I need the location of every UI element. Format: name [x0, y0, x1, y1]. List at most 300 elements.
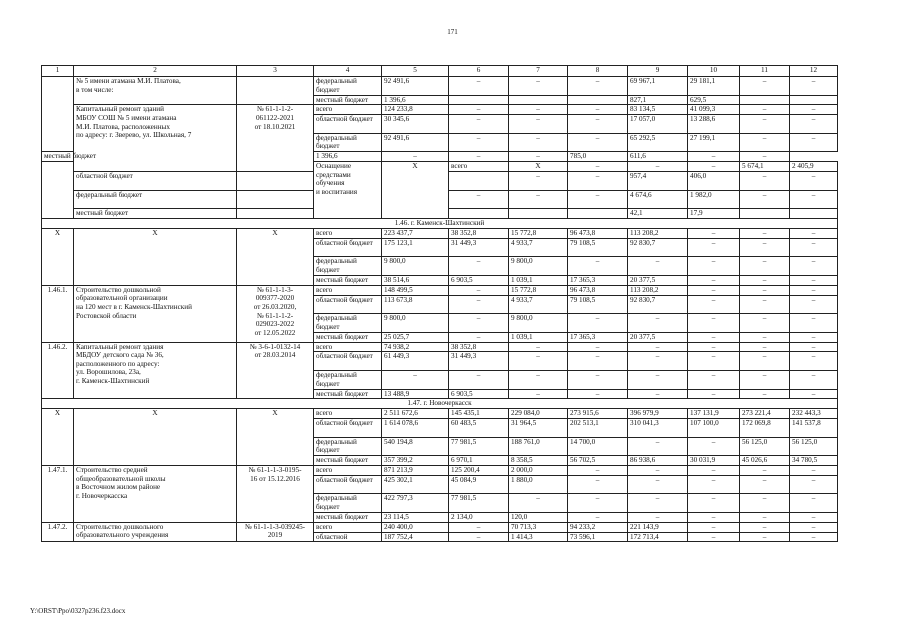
table-cell: –	[688, 162, 740, 172]
table-cell: федеральный бюджет	[314, 314, 382, 333]
table-cell: 107 100,0	[688, 419, 740, 438]
table-cell: 10	[688, 66, 740, 77]
table-cell: –	[688, 314, 740, 333]
table-cell: 65 292,5	[628, 133, 688, 152]
table-cell: –	[790, 295, 838, 314]
table-cell: 611,6	[628, 152, 688, 162]
table-cell: местный бюджет	[314, 456, 382, 466]
table-cell: –	[449, 370, 509, 389]
table-cell: 1 039,1	[509, 275, 568, 285]
table-cell: –	[790, 494, 838, 513]
table-cell: местный бюджет	[74, 209, 237, 219]
table-cell: –	[628, 389, 688, 399]
table-cell: 113 208,2	[628, 228, 688, 238]
table-cell: 96 473,8	[568, 228, 628, 238]
table-cell: –	[740, 513, 790, 523]
table-cell: 1	[42, 66, 74, 77]
table-cell: –	[740, 370, 790, 389]
table-cell: 56 125,0	[790, 437, 838, 456]
table-cell	[237, 171, 314, 190]
table-cell: 29 181,1	[688, 77, 740, 96]
table-cell: –	[568, 257, 628, 276]
table-cell: –	[688, 522, 740, 532]
table-cell: –	[688, 285, 740, 295]
table-cell: 17 365,3	[568, 332, 628, 342]
table-cell	[42, 77, 74, 152]
table-cell: 45 084,9	[449, 475, 509, 494]
table-cell: 310 041,3	[628, 419, 688, 438]
table-cell: 12	[790, 66, 838, 77]
table-cell: –	[740, 314, 790, 333]
table-cell: –	[790, 332, 838, 342]
table-cell: 113 208,2	[628, 285, 688, 295]
table-cell: –	[449, 285, 509, 295]
table-cell: 172 713,4	[628, 532, 688, 542]
table-cell: 1.46.2.	[42, 342, 74, 399]
table-cell: –	[740, 332, 790, 342]
table-cell	[568, 95, 628, 105]
table-cell: 20 377,5	[628, 332, 688, 342]
table-cell: –	[790, 352, 838, 371]
table-cell: 23 114,5	[382, 513, 449, 523]
table-cell: –	[790, 257, 838, 276]
table-cell: –	[790, 238, 838, 257]
table-cell: Х	[237, 228, 314, 285]
table-cell: –	[568, 171, 628, 190]
table-cell: –	[628, 437, 688, 456]
table-cell: областной бюджет	[314, 352, 382, 371]
table-cell: 406,0	[688, 171, 740, 190]
table-cell: –	[688, 352, 740, 371]
table-cell: –	[382, 152, 449, 162]
table-cell: –	[509, 105, 568, 115]
table-cell: 13 488,9	[382, 389, 449, 399]
table-cell: 70 713,3	[509, 522, 568, 532]
table-cell: Капитальный ремонт зданий МБОУ СОШ № 5 имени атамана М.И. Платова, расположенных по адресу: г. Зверево, ул. Школьная, 7	[74, 105, 237, 172]
table-cell: –	[688, 295, 740, 314]
table-cell: –	[740, 532, 790, 542]
table-cell: –	[740, 342, 790, 352]
table-cell: Строительство дошкольного образовательного учреждения	[74, 522, 237, 542]
table-cell: № 61-1-1-3-0195- 16 от 15.12.2016	[237, 466, 314, 523]
table-cell: –	[568, 389, 628, 399]
table-cell: 41 099,3	[688, 105, 740, 115]
table-cell: –	[449, 295, 509, 314]
table-cell: 77 981,5	[449, 437, 509, 456]
table-cell: всего	[314, 466, 382, 476]
table-cell: –	[449, 522, 509, 532]
table-cell: 31 964,5	[509, 419, 568, 438]
table-cell: –	[449, 332, 509, 342]
table-cell: –	[509, 370, 568, 389]
table-cell: 79 108,5	[568, 238, 628, 257]
table-cell: всего	[314, 342, 382, 352]
table-cell: –	[568, 513, 628, 523]
table-cell: 540 194,8	[382, 437, 449, 456]
table-cell: всего	[314, 228, 382, 238]
table-cell: 7	[509, 66, 568, 77]
table-cell	[790, 95, 838, 105]
table-cell	[449, 171, 509, 190]
table-cell: –	[740, 466, 790, 476]
table-cell: Капитальный ремонт здания МБДОУ детского сада № 36, расположенного по адресу: ул. Ворошилова, 23а, г. Каменск-Шахтинский	[74, 342, 237, 399]
table-cell: –	[509, 152, 568, 162]
table-cell: 56 125,0	[740, 437, 790, 456]
table-cell: –	[509, 494, 568, 513]
table-cell	[237, 77, 314, 105]
table-cell: 4 674,6	[628, 190, 688, 209]
table-cell: 17 365,3	[568, 275, 628, 285]
table-cell: 1.47. г. Новочеркасск	[42, 399, 838, 409]
table-cell: 74 938,2	[382, 342, 449, 352]
table-cell: всего	[314, 522, 382, 532]
table-cell: –	[509, 77, 568, 96]
table-cell: 17,9	[688, 209, 740, 219]
table-cell: 9 800,0	[382, 314, 449, 333]
table-cell: –	[740, 295, 790, 314]
table-cell: 229 084,0	[509, 409, 568, 419]
table-header-row	[42, 66, 838, 77]
table-cell: 273 221,4	[740, 409, 790, 419]
table-cell: местный бюджет	[314, 389, 382, 399]
table-cell: 4	[314, 66, 382, 77]
table-cell: –	[688, 257, 740, 276]
table-cell: 8	[568, 66, 628, 77]
table-cell: 1.46.1.	[42, 285, 74, 342]
table-cell: 1 396,6	[314, 152, 382, 162]
table-cell: 73 596,1	[568, 532, 628, 542]
table-cell: 61 449,3	[382, 352, 449, 371]
table-cell: –	[449, 133, 509, 152]
table-cell: –	[449, 190, 509, 209]
table-cell: –	[790, 133, 838, 152]
page-number: 171	[447, 28, 458, 36]
table-cell: 92 491,6	[382, 77, 449, 96]
table-cell: –	[740, 352, 790, 371]
table-cell: –	[568, 162, 628, 172]
table-cell: 92 830,7	[628, 295, 688, 314]
table-cell: –	[688, 475, 740, 494]
table-cell: –	[740, 133, 790, 152]
table-cell	[740, 95, 790, 105]
table-cell: 83 134,5	[628, 105, 688, 115]
table-cell: –	[628, 342, 688, 352]
table-cell: 148 499,5	[382, 285, 449, 295]
table-cell: 145 435,1	[449, 409, 509, 419]
table-cell: –	[688, 152, 740, 162]
table-cell: –	[740, 171, 790, 190]
table-cell: областной бюджет	[74, 171, 237, 190]
table-cell: –	[628, 314, 688, 333]
table-row	[42, 77, 838, 96]
table-cell: –	[688, 513, 740, 523]
table-cell: –	[740, 285, 790, 295]
table-cell: 9 800,0	[509, 314, 568, 333]
table-cell: 2 405,9	[790, 162, 838, 172]
table-cell: –	[509, 115, 568, 134]
table-cell: –	[688, 275, 740, 285]
table-cell: –	[509, 171, 568, 190]
table-cell: –	[790, 314, 838, 333]
table-cell: –	[449, 532, 509, 542]
table-cell: местный бюджет	[314, 95, 382, 105]
table-cell: всего	[449, 162, 509, 172]
file-path-footer: Y:\ORST\Ppo\0327p236.f23.docx	[30, 607, 126, 615]
table-cell: –	[790, 475, 838, 494]
table-cell: Х	[42, 409, 74, 466]
table-cell: 20 377,5	[628, 275, 688, 285]
table-cell: –	[688, 389, 740, 399]
table-cell: 221 143,9	[628, 522, 688, 532]
table-cell: –	[568, 190, 628, 209]
table-cell: Х	[74, 228, 237, 285]
table-cell: 17 057,0	[628, 115, 688, 134]
table-cell: местный бюджет	[314, 275, 382, 285]
table-cell: областной бюджет	[314, 238, 382, 257]
table-cell: –	[568, 133, 628, 152]
table-cell: 6 903,5	[449, 275, 509, 285]
table-cell: –	[740, 257, 790, 276]
table-cell: № 5 имени атамана М.И. Платова, в том числе:	[74, 77, 237, 105]
table-cell: –	[740, 105, 790, 115]
table-cell: федеральный бюджет	[314, 437, 382, 456]
table-cell: –	[568, 342, 628, 352]
table-cell: –	[790, 522, 838, 532]
table-cell: 31 449,3	[449, 352, 509, 371]
table-cell: областной бюджет	[314, 475, 382, 494]
table-cell: 30 031,9	[688, 456, 740, 466]
table-cell: –	[509, 190, 568, 209]
table-row	[42, 342, 838, 352]
table-cell: № 61-1-1-3- 009377-2020 от 26.03.2020, № 61-1-1-2- 029023-2022 от 12.05.2022	[237, 285, 314, 342]
table-cell: 232 443,3	[790, 409, 838, 419]
table-cell: 92 491,6	[382, 133, 449, 152]
table-cell: 86 938,6	[628, 456, 688, 466]
table-cell: –	[568, 314, 628, 333]
table-cell: –	[790, 275, 838, 285]
table-cell: 175 123,1	[382, 238, 449, 257]
table-cell: 273 915,6	[568, 409, 628, 419]
section-heading-row	[42, 218, 838, 228]
table-cell: 2 511 672,6	[382, 409, 449, 419]
table-cell: местный бюджет	[314, 513, 382, 523]
table-cell: 79 108,5	[568, 295, 628, 314]
table-cell: –	[449, 115, 509, 134]
table-cell: –	[568, 494, 628, 513]
table-cell: федеральный бюджет	[314, 370, 382, 389]
table-row	[42, 466, 838, 476]
table-cell: –	[688, 494, 740, 513]
table-cell: 141 537,8	[790, 419, 838, 438]
table-cell: 96 473,8	[568, 285, 628, 295]
table-cell	[740, 209, 790, 219]
table-cell: Х	[237, 409, 314, 466]
table-cell: –	[688, 532, 740, 542]
table-cell: 92 830,7	[628, 238, 688, 257]
table-cell: 94 233,2	[568, 522, 628, 532]
table-cell: Х	[74, 409, 237, 466]
table-row	[42, 105, 838, 115]
table-cell: Строительство средней общеобразовательной школы в Восточном жилом районе г. Новочеркасска	[74, 466, 237, 523]
table-cell: –	[740, 77, 790, 96]
table-cell: 38 352,8	[449, 342, 509, 352]
table-cell: –	[790, 370, 838, 389]
table-cell: 188 761,0	[509, 437, 568, 456]
table-cell: 13 288,6	[688, 115, 740, 134]
table-cell: 357 399,2	[382, 456, 449, 466]
table-row	[42, 228, 838, 238]
table-cell: –	[790, 105, 838, 115]
table-cell: 396 979,9	[628, 409, 688, 419]
table-cell	[449, 95, 509, 105]
table-cell	[449, 209, 509, 219]
table-cell: 202 513,1	[568, 419, 628, 438]
table-cell: 15 772,8	[509, 285, 568, 295]
table-cell: 34 780,5	[790, 456, 838, 466]
table-cell: –	[740, 475, 790, 494]
table-cell: Х	[42, 228, 74, 285]
table-cell: 827,1	[628, 95, 688, 105]
table-cell: Оснащение средствами обучения и воспитания	[314, 162, 382, 219]
table-cell: –	[509, 342, 568, 352]
table-cell: 30 345,6	[382, 115, 449, 134]
table-cell	[237, 190, 314, 209]
table-cell: –	[790, 532, 838, 542]
table-cell: –	[568, 466, 628, 476]
table-cell: –	[568, 475, 628, 494]
table-cell: –	[790, 513, 838, 523]
table-cell: –	[628, 494, 688, 513]
table-cell: федеральный бюджет	[314, 494, 382, 513]
table-cell: 4 933,7	[509, 295, 568, 314]
table-cell: –	[568, 77, 628, 96]
table-cell	[509, 95, 568, 105]
table-cell: 5	[382, 66, 449, 77]
table-cell: федеральный бюджет	[74, 190, 237, 209]
table-cell: 1.46. г. Каменск-Шахтинский	[42, 218, 838, 228]
table-cell: Строительство дошкольной образовательной организации на 120 мест в г. Каменск-Шахтинский Ростовской области	[74, 285, 237, 342]
table-cell	[237, 209, 314, 219]
table-cell: 4 933,7	[509, 238, 568, 257]
table-cell: –	[790, 466, 838, 476]
table-cell: 1 614 078,6	[382, 419, 449, 438]
table-cell: –	[509, 133, 568, 152]
table-cell: 5 674,1	[740, 162, 790, 172]
table-cell: всего	[314, 409, 382, 419]
table-cell: 9 800,0	[382, 257, 449, 276]
table-cell	[42, 162, 74, 219]
table-cell: № 61-1-1-2- 061122-2021 от 18.10.2021	[237, 105, 314, 172]
table-cell: –	[740, 152, 790, 162]
table-cell: 240 400,0	[382, 522, 449, 532]
table-cell: 15 772,8	[509, 228, 568, 238]
table-cell: –	[740, 494, 790, 513]
table-cell: –	[628, 257, 688, 276]
table-cell: 113 673,8	[382, 295, 449, 314]
section-heading-row	[42, 399, 838, 409]
table-cell: –	[790, 342, 838, 352]
table-cell: 38 514,6	[382, 275, 449, 285]
table-cell: –	[449, 77, 509, 96]
table-cell: федеральный бюджет	[314, 257, 382, 276]
budget-table	[41, 65, 838, 542]
table-cell: –	[688, 228, 740, 238]
table-cell: 38 352,8	[449, 228, 509, 238]
table-cell: –	[628, 466, 688, 476]
table-cell: 3	[237, 66, 314, 77]
table-cell: –	[790, 190, 838, 209]
table-cell: –	[740, 115, 790, 134]
table-cell: 2	[74, 66, 237, 77]
table-cell: 77 981,5	[449, 494, 509, 513]
table-cell: –	[449, 152, 509, 162]
table-cell: 31 449,3	[449, 238, 509, 257]
table-cell: 1 039,1	[509, 332, 568, 342]
table-cell	[568, 209, 628, 219]
table-cell: 1.47.1.	[42, 466, 74, 523]
table-cell: –	[688, 466, 740, 476]
table-cell: 629,5	[688, 95, 740, 105]
table-cell: 1 880,0	[509, 475, 568, 494]
table-cell: –	[790, 389, 838, 399]
table-cell: 172 069,8	[740, 419, 790, 438]
table-cell: 27 199,1	[688, 133, 740, 152]
table-cell: 425 302,1	[382, 475, 449, 494]
table-cell: 1 414,3	[509, 532, 568, 542]
table-cell: –	[790, 77, 838, 96]
table-cell: –	[790, 171, 838, 190]
table-cell: –	[688, 332, 740, 342]
table-cell: –	[449, 105, 509, 115]
table-cell: 223 437,7	[382, 228, 449, 238]
table-cell: –	[449, 314, 509, 333]
table-cell: федеральный бюджет	[314, 77, 382, 96]
table-row	[42, 522, 838, 532]
table-cell: –	[740, 275, 790, 285]
table-cell: –	[449, 257, 509, 276]
table-cell: 8 358,5	[509, 456, 568, 466]
table-cell: –	[688, 437, 740, 456]
table-cell: № 3-6-1-0132-14 от 28.03.2014	[237, 342, 314, 399]
table-cell: –	[688, 342, 740, 352]
table-cell: 422 797,3	[382, 494, 449, 513]
table-cell: –	[628, 475, 688, 494]
table-cell: –	[568, 115, 628, 134]
table-cell: –	[790, 285, 838, 295]
table-cell	[790, 209, 838, 219]
table-cell: Х	[382, 162, 449, 219]
table-cell: 125 200,4	[449, 466, 509, 476]
table-cell: 14 700,0	[568, 437, 628, 456]
table-cell: 6 903,5	[449, 389, 509, 399]
table-cell: всего	[314, 285, 382, 295]
table-cell: 60 483,5	[449, 419, 509, 438]
table-cell: 1 982,0	[688, 190, 740, 209]
table-cell: 6 970,1	[449, 456, 509, 466]
table-cell: 1 396,6	[382, 95, 449, 105]
table-cell: Х	[509, 162, 568, 172]
table-cell: 137 131,9	[688, 409, 740, 419]
table-cell: местный бюджет	[314, 332, 382, 342]
table-cell: 42,1	[628, 209, 688, 219]
table-cell: –	[790, 228, 838, 238]
table-cell: областной бюджет	[314, 115, 382, 134]
table-cell: № 61-1-1-3-039245- 2019	[237, 522, 314, 542]
table-cell: –	[688, 370, 740, 389]
table-cell: 56 702,5	[568, 456, 628, 466]
table-cell: 871 213,9	[382, 466, 449, 476]
table-cell: 6	[449, 66, 509, 77]
